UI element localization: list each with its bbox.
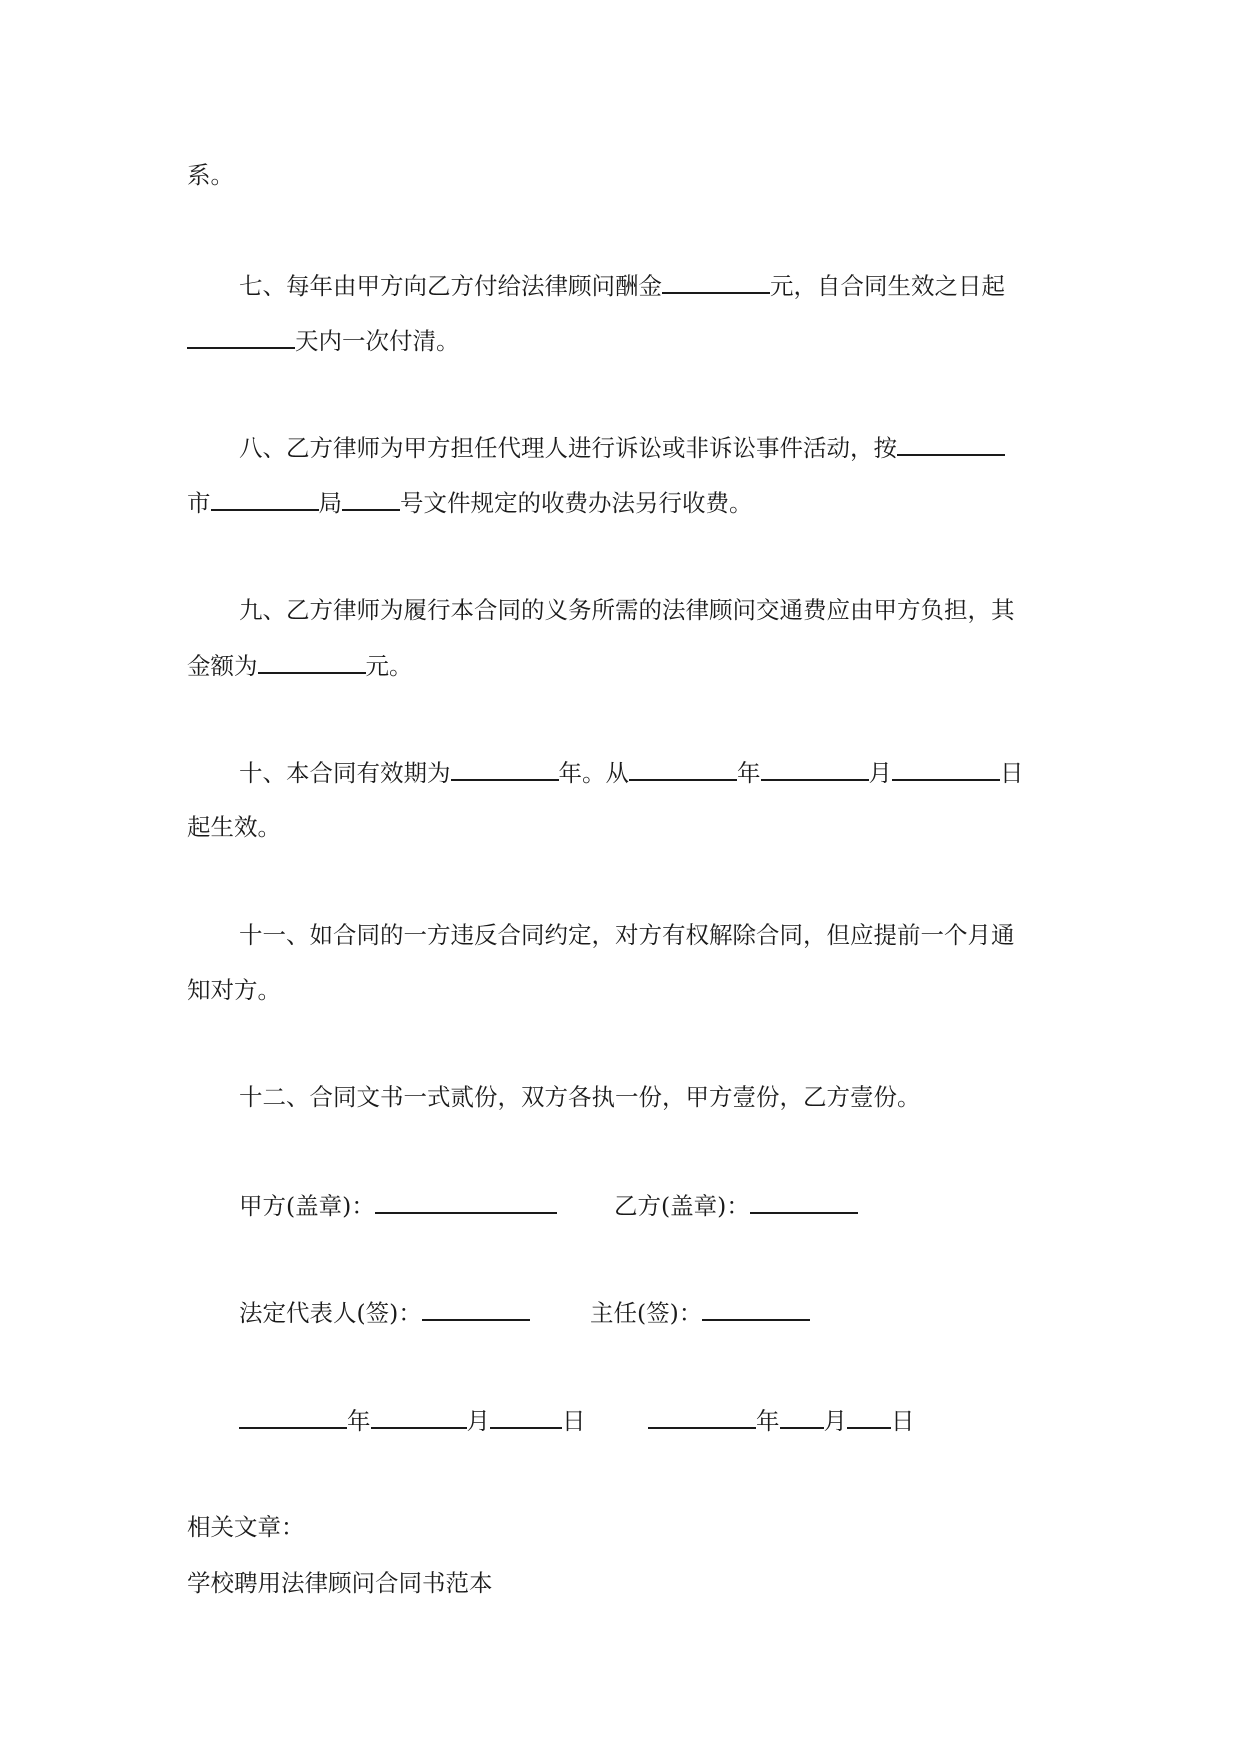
doc-number-blank xyxy=(342,487,400,511)
clause-10-text: 日 xyxy=(1000,759,1024,787)
clause-11-text: 十一、如合同的一方违反合同约定，对方有权解除合同，但应提前一个月通 xyxy=(239,921,1015,949)
clause-7-line-2 xyxy=(187,325,460,355)
clause-8-text: 局 xyxy=(318,489,342,517)
party-a-month-blank xyxy=(371,1405,467,1429)
party-a-year-blank xyxy=(239,1405,347,1429)
start-day-blank xyxy=(892,757,1000,781)
clause-10-text: 起生效。 xyxy=(187,813,281,841)
related-articles-label xyxy=(187,1512,305,1542)
clause-12-text: 十二、合同文书一式贰份，双方各执一份，甲方壹份，乙方壹份。 xyxy=(239,1083,921,1111)
year-label: 年 xyxy=(347,1407,371,1435)
continued-text xyxy=(187,160,234,190)
clause-10-text: 年。从 xyxy=(558,759,629,787)
start-month-blank xyxy=(761,757,869,781)
party-b-label: 乙方(盖章)： xyxy=(614,1192,750,1220)
related-article-link[interactable] xyxy=(187,1568,493,1598)
clause-10-text: 年 xyxy=(737,759,761,787)
party-a-day-blank xyxy=(490,1405,562,1429)
year-label: 年 xyxy=(756,1407,780,1435)
text-fragment: 系。 xyxy=(187,161,234,189)
fee-amount-blank xyxy=(662,270,770,294)
month-label: 月 xyxy=(823,1407,847,1435)
clause-9-text: 元。 xyxy=(365,652,413,680)
clause-7-text: 天内一次付清。 xyxy=(295,327,460,355)
party-a-seal-row xyxy=(239,1190,557,1220)
legal-rep-blank xyxy=(422,1297,530,1321)
term-years-blank xyxy=(451,757,559,781)
party-a-label: 甲方(盖章)： xyxy=(239,1192,375,1220)
director-label: 主任(签)： xyxy=(590,1299,703,1327)
day-label: 日 xyxy=(562,1407,586,1435)
city-blank xyxy=(211,487,319,511)
days-blank xyxy=(187,325,295,349)
party-b-seal-blank xyxy=(750,1190,858,1214)
clause-11-line-2 xyxy=(187,975,281,1005)
clause-11-text: 知对方。 xyxy=(187,976,281,1004)
clause-8-line-1 xyxy=(239,432,1005,462)
standard-blank xyxy=(897,432,1005,456)
party-b-year-blank xyxy=(648,1405,756,1429)
legal-rep-row xyxy=(239,1297,530,1327)
clause-9-line-2 xyxy=(187,650,413,680)
related-article-title[interactable]: 学校聘用法律顾问合同书范本 xyxy=(187,1569,493,1597)
month-label: 月 xyxy=(466,1407,490,1435)
day-label: 日 xyxy=(891,1407,915,1435)
clause-7-line-1 xyxy=(239,270,1005,300)
start-year-blank xyxy=(629,757,737,781)
party-b-day-blank xyxy=(847,1405,891,1429)
clause-7-text: 元，自合同生效之日起 xyxy=(770,272,1005,300)
transport-fee-blank xyxy=(258,650,366,674)
clause-8-line-2 xyxy=(187,487,753,517)
party-a-seal-blank xyxy=(375,1190,557,1214)
clause-7-text: 七、每年由甲方向乙方付给法律顾问酬金 xyxy=(239,272,662,300)
clause-10-line-2 xyxy=(187,812,281,842)
clause-10-text: 月 xyxy=(868,759,892,787)
director-row xyxy=(590,1297,810,1327)
director-blank xyxy=(702,1297,810,1321)
clause-10-line-1 xyxy=(239,757,1024,787)
clause-9-text: 九、乙方律师为履行本合同的义务所需的法律顾问交通费应由甲方负担，其 xyxy=(239,596,1015,624)
party-b-date-row xyxy=(648,1405,915,1435)
party-b-month-blank xyxy=(780,1405,824,1429)
clause-9-text: 金额为 xyxy=(187,652,258,680)
legal-rep-label: 法定代表人(签)： xyxy=(239,1299,422,1327)
clause-10-text: 十、本合同有效期为 xyxy=(239,759,451,787)
clause-8-text: 号文件规定的收费办法另行收费。 xyxy=(400,489,753,517)
clause-8-text: 八、乙方律师为甲方担任代理人进行诉讼或非诉讼事件活动，按 xyxy=(239,434,897,462)
party-a-date-row xyxy=(239,1405,586,1435)
clause-8-text: 市 xyxy=(187,489,211,517)
related-label-text: 相关文章： xyxy=(187,1513,305,1541)
clause-12-line xyxy=(239,1082,921,1112)
party-b-seal-row xyxy=(614,1190,858,1220)
clause-11-line-1 xyxy=(239,920,1015,950)
clause-9-line-1 xyxy=(239,595,1015,625)
